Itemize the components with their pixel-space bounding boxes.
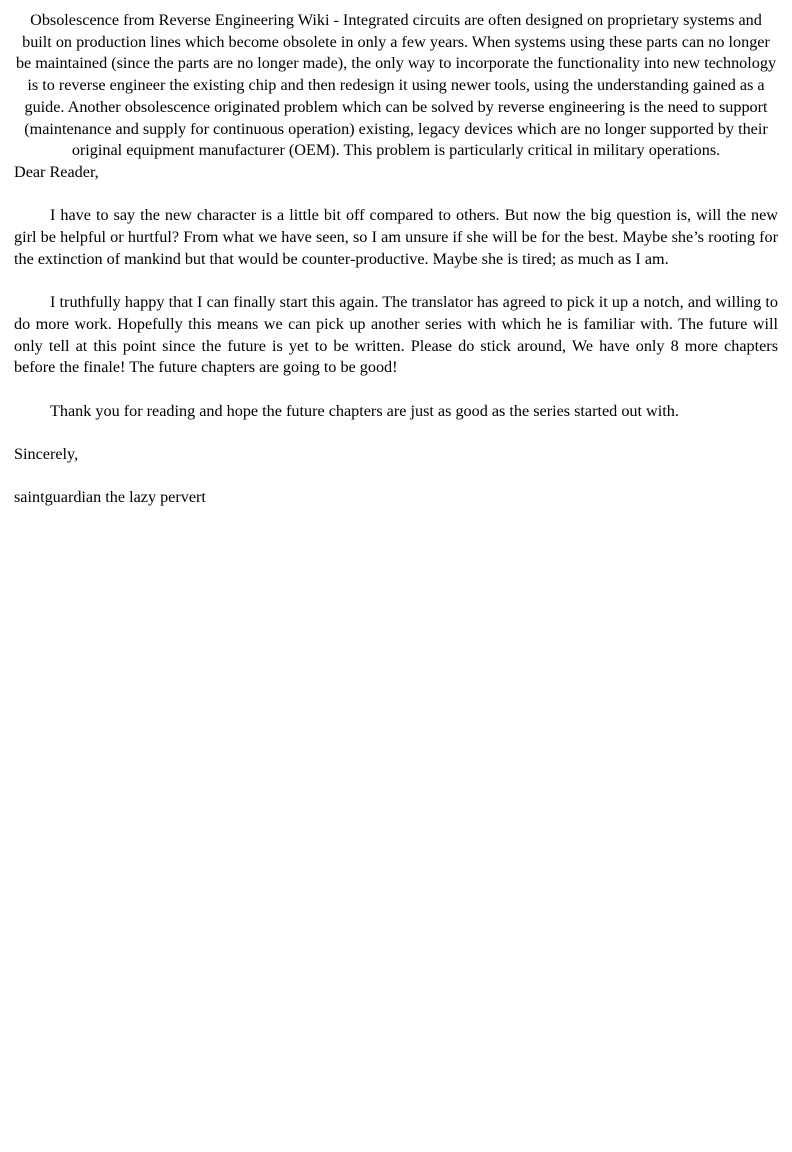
letter-paragraph: I truthfully happy that I can finally start this again. The translator has agreed to pick it up a notch, and willing to do more work. Hopefully this means we can pick up another series with which he is familiar with. The future will only tell at this point since the future is yet to be written. Please do stick around, We have only 8 more chapters before the finale! The future chapters are going to be good! <box>14 293 778 377</box>
intro-paragraph: Obsolescence from Reverse Engineering Wiki - Integrated circuits are often designed on proprietary systems and built on production lines which become obsolete in only a few years. When systems using these parts can no longer be maintained (since the parts are no longer made), the only way to incorporate the functionality into new technology is to reverse engineer the existing chip and then redesign it using newer tools, using the understanding gained as a guide. Another obsolescence originated problem which can be solved by reverse engineering is the need to support (maintenance and supply for continuous operation) existing, legacy devices which are no longer supported by their original equipment manufacturer (OEM). This problem is particularly critical in military operations. <box>15 11 777 160</box>
letter-paragraph: I have to say the new character is a little bit off compared to others. But now the big question is, will the new girl be helpful or hurtful? From what we have seen, so I am unsure if she will be for the best. Maybe she’s rooting for the extinction of mankind but that would be counter-productive. Maybe she is tired; as much as I am. <box>14 206 778 268</box>
letter-closing: Sincerely, <box>14 445 79 463</box>
document-page <box>14 10 778 509</box>
letter-paragraph: Thank you for reading and hope the future chapters are just as good as the series started out with. <box>50 401 679 420</box>
letter-greeting: Dear Reader, <box>14 162 99 181</box>
letter-signature: saintguardian the lazy pervert <box>14 488 206 507</box>
